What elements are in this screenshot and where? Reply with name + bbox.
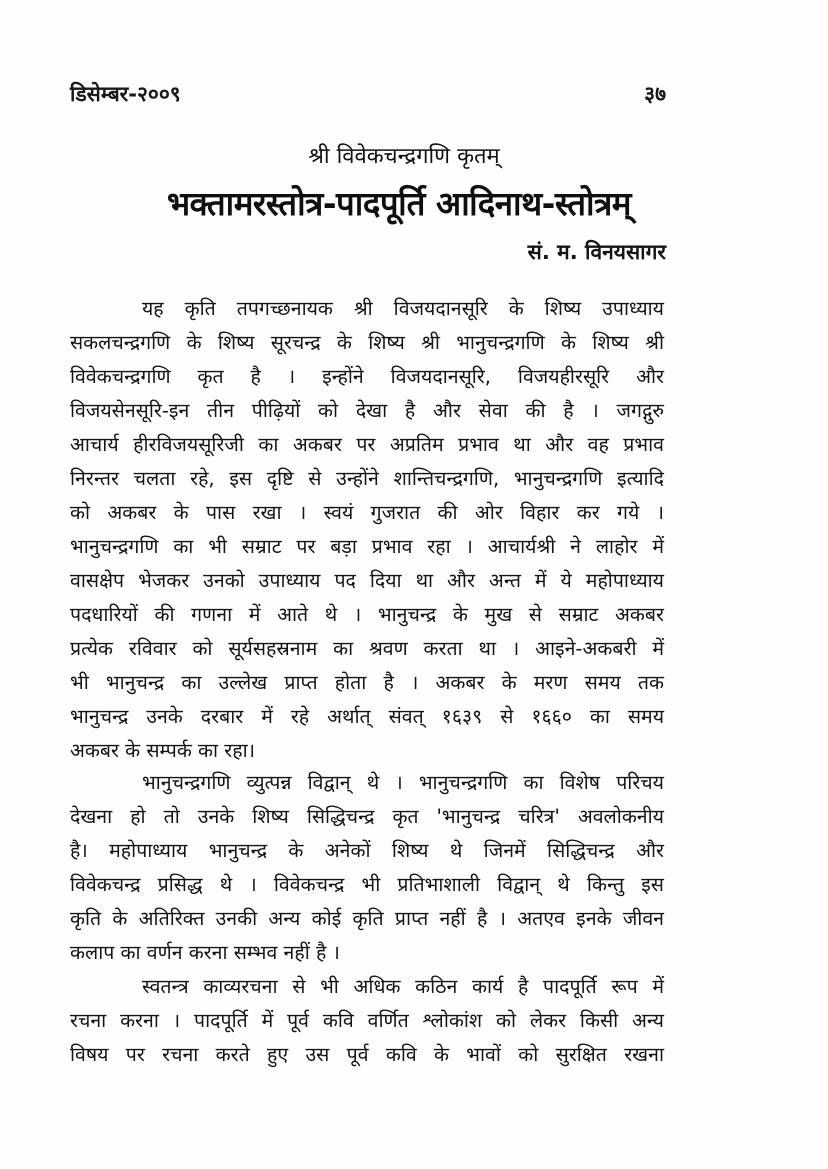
text-line: विषय पर रचना करते हुए उस पूर्व कवि के भावों को सुरक्षित रखना (70, 1043, 664, 1066)
text-line: आचार्य हीरविजयसूरिजी का अकबर पर अप्रतिम प्रभाव था और वह प्रभाव (70, 433, 664, 456)
text-line: विवेकचन्द्र प्रसिद्ध थे । विवेकचन्द्र भी प्रतिभाशाली विद्वान् थे किन्तु इस (70, 873, 664, 896)
text-line: सकलचन्द्रगणि के शिष्य सूरचन्द्र के शिष्य श्री भानुचन्द्रगणि के शिष्य श्री (70, 331, 664, 354)
work-attribution: श्री विवेकचन्द्रगणि कृतम् (308, 144, 500, 169)
text-line: निरन्तर चलता रहे, इस दृष्टि से उन्होंने शान्तिचन्द्रगणि, भानुचन्द्रगणि इत्यादि (70, 467, 664, 490)
text-line: भानुचन्द्र उनके दरबार में रहे अर्थात् संवत् १६३९ से १६६० का समय (70, 705, 664, 728)
text-line: विजयसेनसूरि-इन तीन पीढ़ियों को देखा है और सेवा की है । जगद्गुरु (70, 399, 664, 422)
text-line: अकबर के सम्पर्क का रहा। (70, 739, 256, 762)
editor-byline: सं. म. विनयसागर (527, 240, 666, 264)
text-line: भानुचन्द्रगणि व्युत्पन्न विद्वान् थे । भानुचन्द्रगणि का विशेष परिचय (142, 771, 664, 794)
issue-date: डिसेम्बर-२००९ (70, 82, 181, 106)
text-line: स्वतन्त्र काव्यरचना से भी अधिक कठिन कार्य है पादपूर्ति रूप में (142, 975, 664, 998)
paragraph-3 (70, 970, 664, 1072)
text-line: पदधारियों की गणना में आते थे । भानुचन्द्र के मुख से सम्राट अकबर (70, 603, 664, 626)
text-line: रचना करना । पादपूर्ति में पूर्व कवि वर्णित श्लोकांश को लेकर किसी अन्य (70, 1009, 664, 1032)
text-line: प्रत्येक रविवार को सूर्यसहस्रनाम का श्रवण करता था । आइने-अकबरी में (70, 637, 664, 660)
text-line: यह कृति तपगच्छनायक श्री विजयदानसूरि के शिष्य उपाध्याय (142, 297, 664, 320)
text-line: वासक्षेप भेजकर उनको उपाध्याय पद दिया था और अन्त में ये महोपाध्याय (70, 569, 664, 592)
page-number: ३७ (644, 82, 666, 106)
text-line: कृति के अतिरिक्त उनकी अन्य कोई कृति प्राप्त नहीं है । अतएव इनके जीवन (70, 907, 664, 930)
running-header (70, 78, 666, 110)
paragraph-1 (70, 292, 664, 768)
text-line: भानुचन्द्रगणि का भी सम्राट पर बड़ा प्रभाव रहा । आचार्यश्री ने लाहोर में (70, 535, 664, 558)
text-line: है। महोपाध्याय भानुचन्द्र के अनेकों शिष्य थे जिनमें सिद्धिचन्द्र और (70, 839, 664, 862)
text-line: भी भानुचन्द्र का उल्लेख प्राप्त होता है । अकबर के मरण समय तक (70, 671, 664, 694)
text-line: देखना हो तो उनके शिष्य सिद्धिचन्द्र कृत 'भानुचन्द्र चरित्र' अवलोकनीय (70, 805, 664, 828)
text-line: को अकबर के पास रखा । स्वयं गुजरात की ओर विहार कर गये । (70, 501, 664, 524)
paragraph-2 (70, 766, 664, 970)
text-line: विवेकचन्द्रगणि कृत है । इन्होंने विजयदानसूरि, विजयहीरसूरि और (70, 365, 664, 388)
text-line: कलाप का वर्णन करना सम्भव नहीं है । (70, 941, 340, 964)
page-title: भक्तामरस्तोत्र-पादपूर्ति आदिनाथ-स्तोत्रम् (166, 184, 632, 223)
